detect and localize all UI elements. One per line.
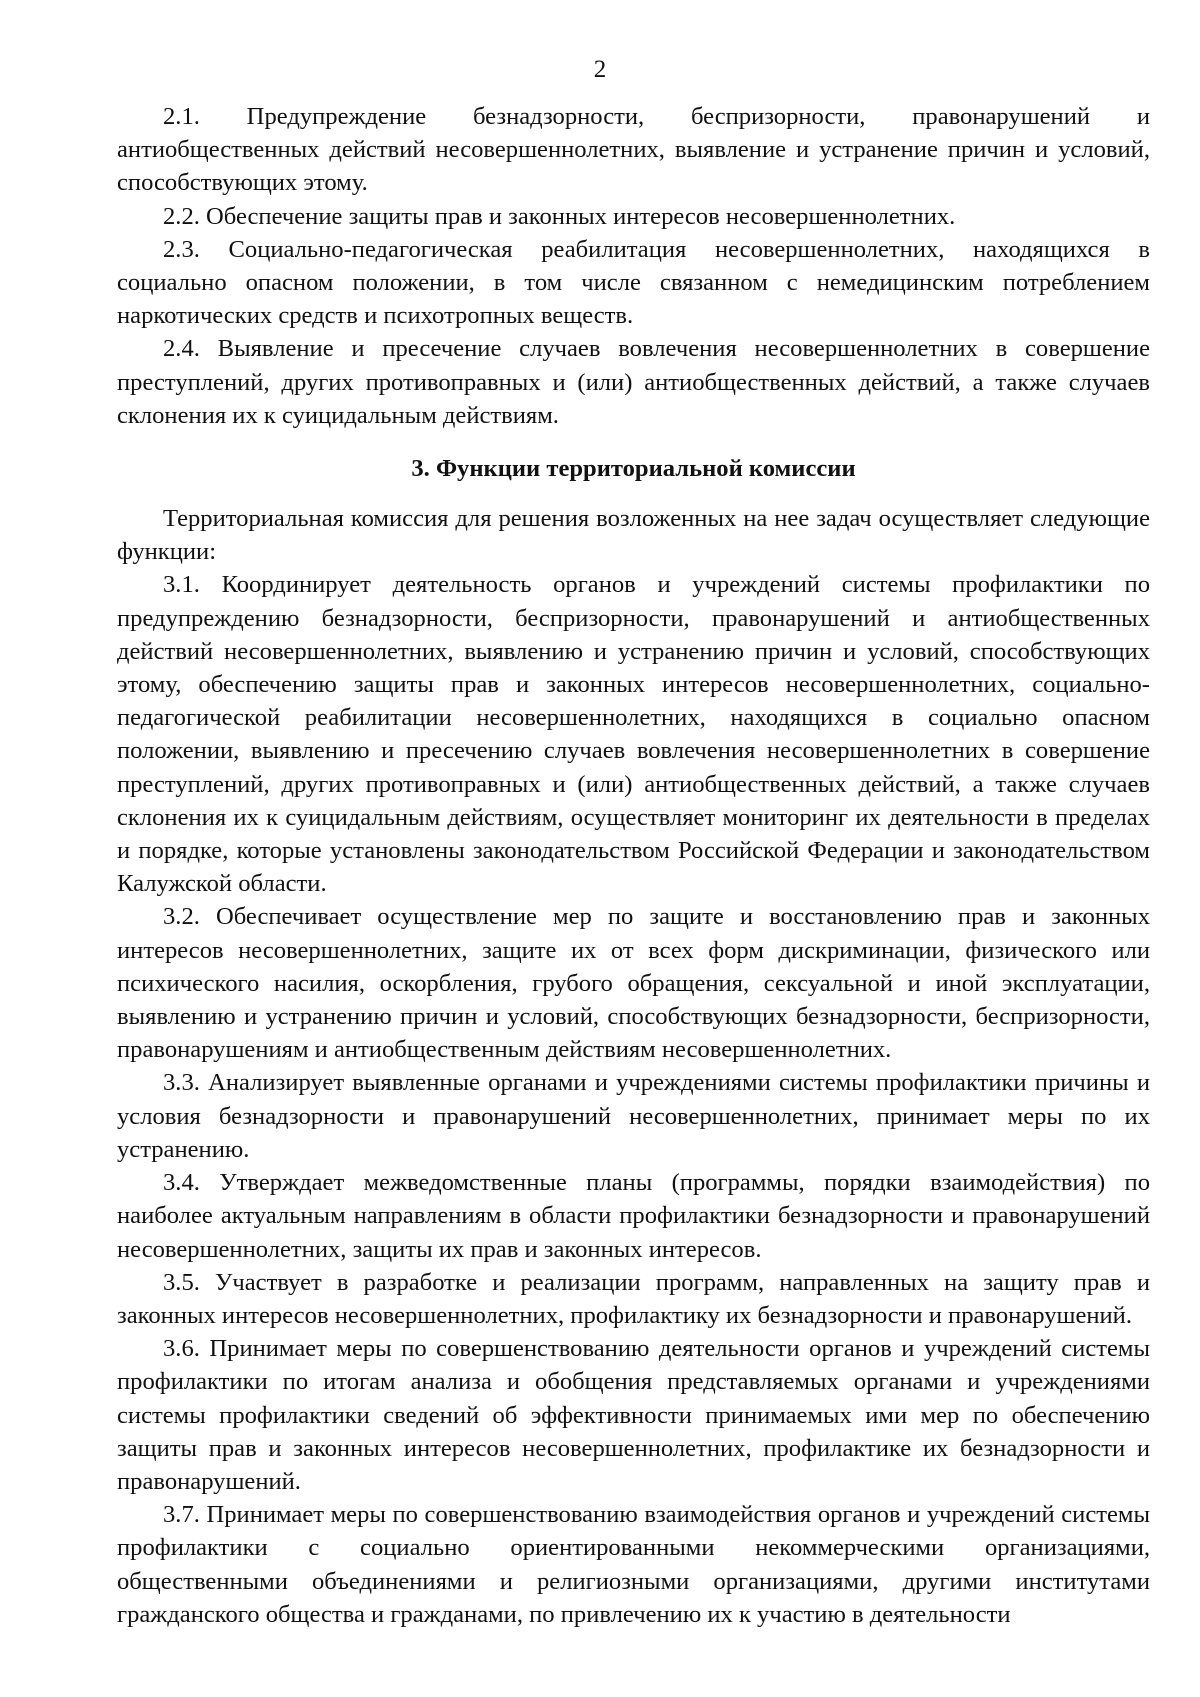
function-3-6: 3.6. Принимает меры по совершенствованию деятельности органов и учреждений системы профилактики по итогам анализа и обобщения представляемых органами и учреждениями системы профилактики сведений об эффективности принимаемых ими мер по обеспечению защиты прав и законных интересов несовершеннолетних, профилактике их безнадзорности и правонарушений.	[117, 1335, 1150, 1495]
page-number: 2	[593, 56, 607, 83]
function-3-5: 3.5. Участвует в разработке и реализации программ, направленных на защиту прав и законных интересов несовершеннолетних, профилактику их безнадзорности и правонарушений.	[117, 1268, 1150, 1329]
document-body	[117, 100, 1150, 1631]
function-3-4: 3.4. Утверждает межведомственные планы (программы, порядки взаимодействия) по наиболее актуальным направлениям в области профилактики безнадзорности и правонарушений несовершеннолетних, защиты их прав и законных интересов.	[117, 1169, 1150, 1263]
function-3-7: 3.7. Принимает меры по совершенствованию взаимодействия органов и учреждений системы профилактики с социально ориентированными некоммерческими организациями, общественными объединениями и религиозными организациями, другими институтами гражданского общества и гражданами, по привлечению их к участию в деятельности	[117, 1501, 1150, 1628]
function-3-2: 3.2. Обеспечивает осуществление мер по защите и восстановлению прав и законных интересов несовершеннолетних, защите их от всех форм дискриминации, физического или психического насилия, оскорбления, грубого обращения, сексуальной и иной эксплуатации, выявлению и устранению причин и условий, способствующих безнадзорности, беспризорности, правонарушениям и антиобщественным действиям несовершеннолетних.	[117, 903, 1150, 1064]
task-2-2: 2.2. Обеспечение защиты прав и законных интересов несовершеннолетних.	[163, 202, 956, 230]
section-intro: Территориальная комиссия для решения возложенных на нее задач осуществляет следующие функции:	[117, 505, 1150, 566]
task-2-4: 2.4. Выявление и пресечение случаев вовлечения несовершеннолетних в совершение преступлений, других противоправных и (или) антиобщественных действий, а также случаев склонения их к суицидальным действиям.	[117, 335, 1150, 429]
section-heading: 3. Функции территориальной комиссии	[411, 455, 856, 483]
task-2-1: 2.1. Предупреждение безнадзорности, беспризорности, правонарушений и антиобщественных действий несовершеннолетних, выявление и устранение причин и условий, способствующих этому.	[117, 103, 1150, 197]
function-3-1: 3.1. Координирует деятельность органов и учреждений системы профилактики по предупреждению безнадзорности, беспризорности, правонарушений и антиобщественных действий несовершеннолетних, выявлению и устранению причин и условий, способствующих этому, обеспечению защиты прав и законных интересов несовершеннолетних, социально-педагогической реабилитации несовершеннолетних, находящихся в социально опасном положении, выявлению и пресечению случаев вовлечения несовершеннолетних в совершение преступлений, других противоправных и (или) антиобщественных действий, а также случаев склонения их к суицидальным действиям, осуществляет мониторинг их деятельности в пределах и порядке, которые установлены законодательством Российской Федерации и законодательством Калужской области.	[117, 571, 1150, 898]
task-2-3: 2.3. Социально-педагогическая реабилитация несовершеннолетних, находящихся в социально опасном положении, в том числе связанном с немедицинским потреблением наркотических средств и психотропных веществ.	[117, 235, 1150, 330]
function-3-3: 3.3. Анализирует выявленные органами и учреждениями системы профилактики причины и условия безнадзорности и правонарушений несовершеннолетних, принимает меры по их устранению.	[117, 1069, 1150, 1163]
